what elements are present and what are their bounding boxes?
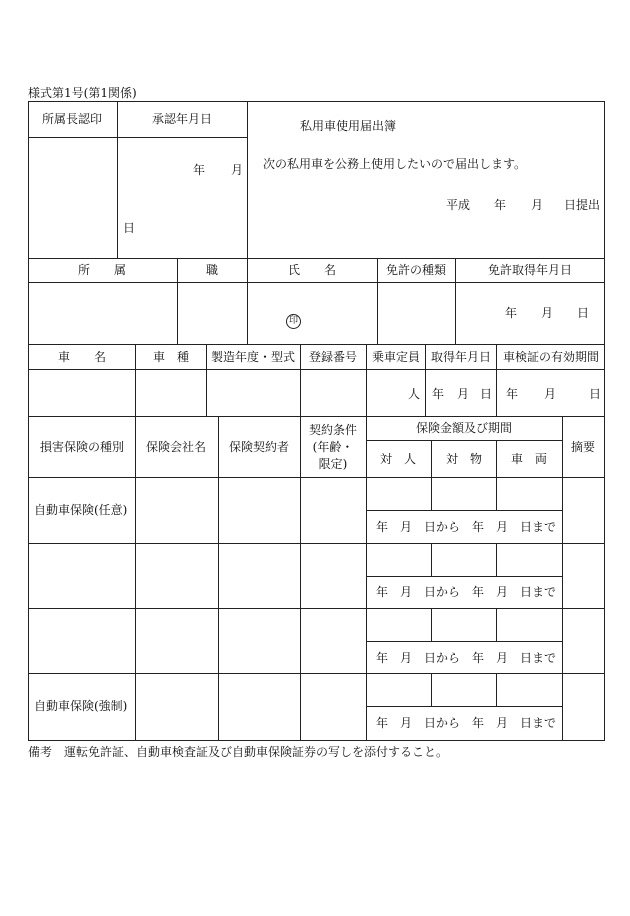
license-type-header: 免許の種類 — [385, 263, 447, 277]
expiry-month: 月 — [544, 387, 557, 401]
license-date-header: 免許取得年月日 — [487, 263, 573, 277]
name-header: 氏 名 — [287, 263, 337, 277]
insurance-period: 年 月 日から 年 月 日まで — [375, 716, 557, 730]
expiry-year: 年 — [506, 387, 519, 401]
approval-month: 月 — [231, 163, 244, 177]
property-header: 対 物 — [445, 452, 483, 466]
capacity-header: 乗車定員 — [371, 350, 421, 364]
reg-number-header: 登録番号 — [308, 350, 358, 364]
license-month: 月 — [541, 306, 554, 320]
insurance-period: 年 月 日から 年 月 日まで — [375, 651, 557, 665]
form-number: 様式第1号(第1関係) — [28, 86, 137, 100]
head-seal-label: 所属長認印 — [41, 112, 103, 126]
insurance-row-kind: 自動車保険(強制) — [34, 699, 128, 713]
submit-month: 月 — [531, 198, 544, 212]
conditions-header-2: (年齢・ — [312, 440, 354, 454]
inspection-expiry-header: 車検証の有効期間 — [502, 350, 600, 364]
insurance-period: 年 月 日から 年 月 日まで — [375, 520, 557, 534]
model-year-header: 製造年度・型式 — [210, 350, 296, 364]
insurance-period: 年 月 日から 年 月 日まで — [375, 585, 557, 599]
license-day: 日 — [577, 306, 590, 320]
insurance-row-kind: 自動車保険(任意) — [34, 503, 128, 517]
conditions-header-3: 限定) — [318, 457, 348, 471]
conditions-header-1: 契約条件 — [308, 423, 358, 437]
approval-year: 年 — [193, 163, 206, 177]
seal-mark: 印 — [286, 314, 301, 329]
remarks-header: 摘要 — [570, 440, 596, 454]
approval-date-label: 承認年月日 — [151, 112, 213, 126]
acquired-date-header: 取得年月日 — [430, 350, 492, 364]
acquired-day: 日 — [480, 387, 493, 401]
vehicle-header: 車 両 — [510, 452, 548, 466]
expiry-day: 日 — [589, 387, 602, 401]
submit-day: 日提出 — [564, 198, 601, 212]
acquired-month: 月 — [457, 387, 470, 401]
person-header: 対 人 — [379, 452, 417, 466]
approval-day: 日 — [123, 221, 136, 235]
insurance-type-header: 損害保険の種別 — [39, 440, 125, 454]
footer-remarks: 備考 運転免許証、自動車検査証及び自動車保険証券の写しを添付すること。 — [28, 745, 449, 759]
insurance-holder-header: 保険契約者 — [228, 440, 290, 454]
form-statement: 次の私用車を公務上使用したいので届出します。 — [263, 157, 527, 171]
affiliation-header: 所 属 — [77, 263, 127, 277]
acquired-year: 年 — [432, 387, 445, 401]
insurance-company-header: 保険会社名 — [145, 440, 207, 454]
car-name-header: 車 名 — [57, 350, 107, 364]
car-type-header: 車 種 — [152, 350, 190, 364]
amount-period-header: 保険金額及び期間 — [415, 421, 513, 435]
submit-era: 平成 — [446, 198, 471, 212]
submit-year: 年 — [494, 198, 507, 212]
license-year: 年 — [505, 306, 518, 320]
form-title: 私用車使用届出簿 — [300, 119, 397, 133]
capacity-unit: 人 — [408, 387, 421, 401]
position-header: 職 — [205, 263, 219, 277]
